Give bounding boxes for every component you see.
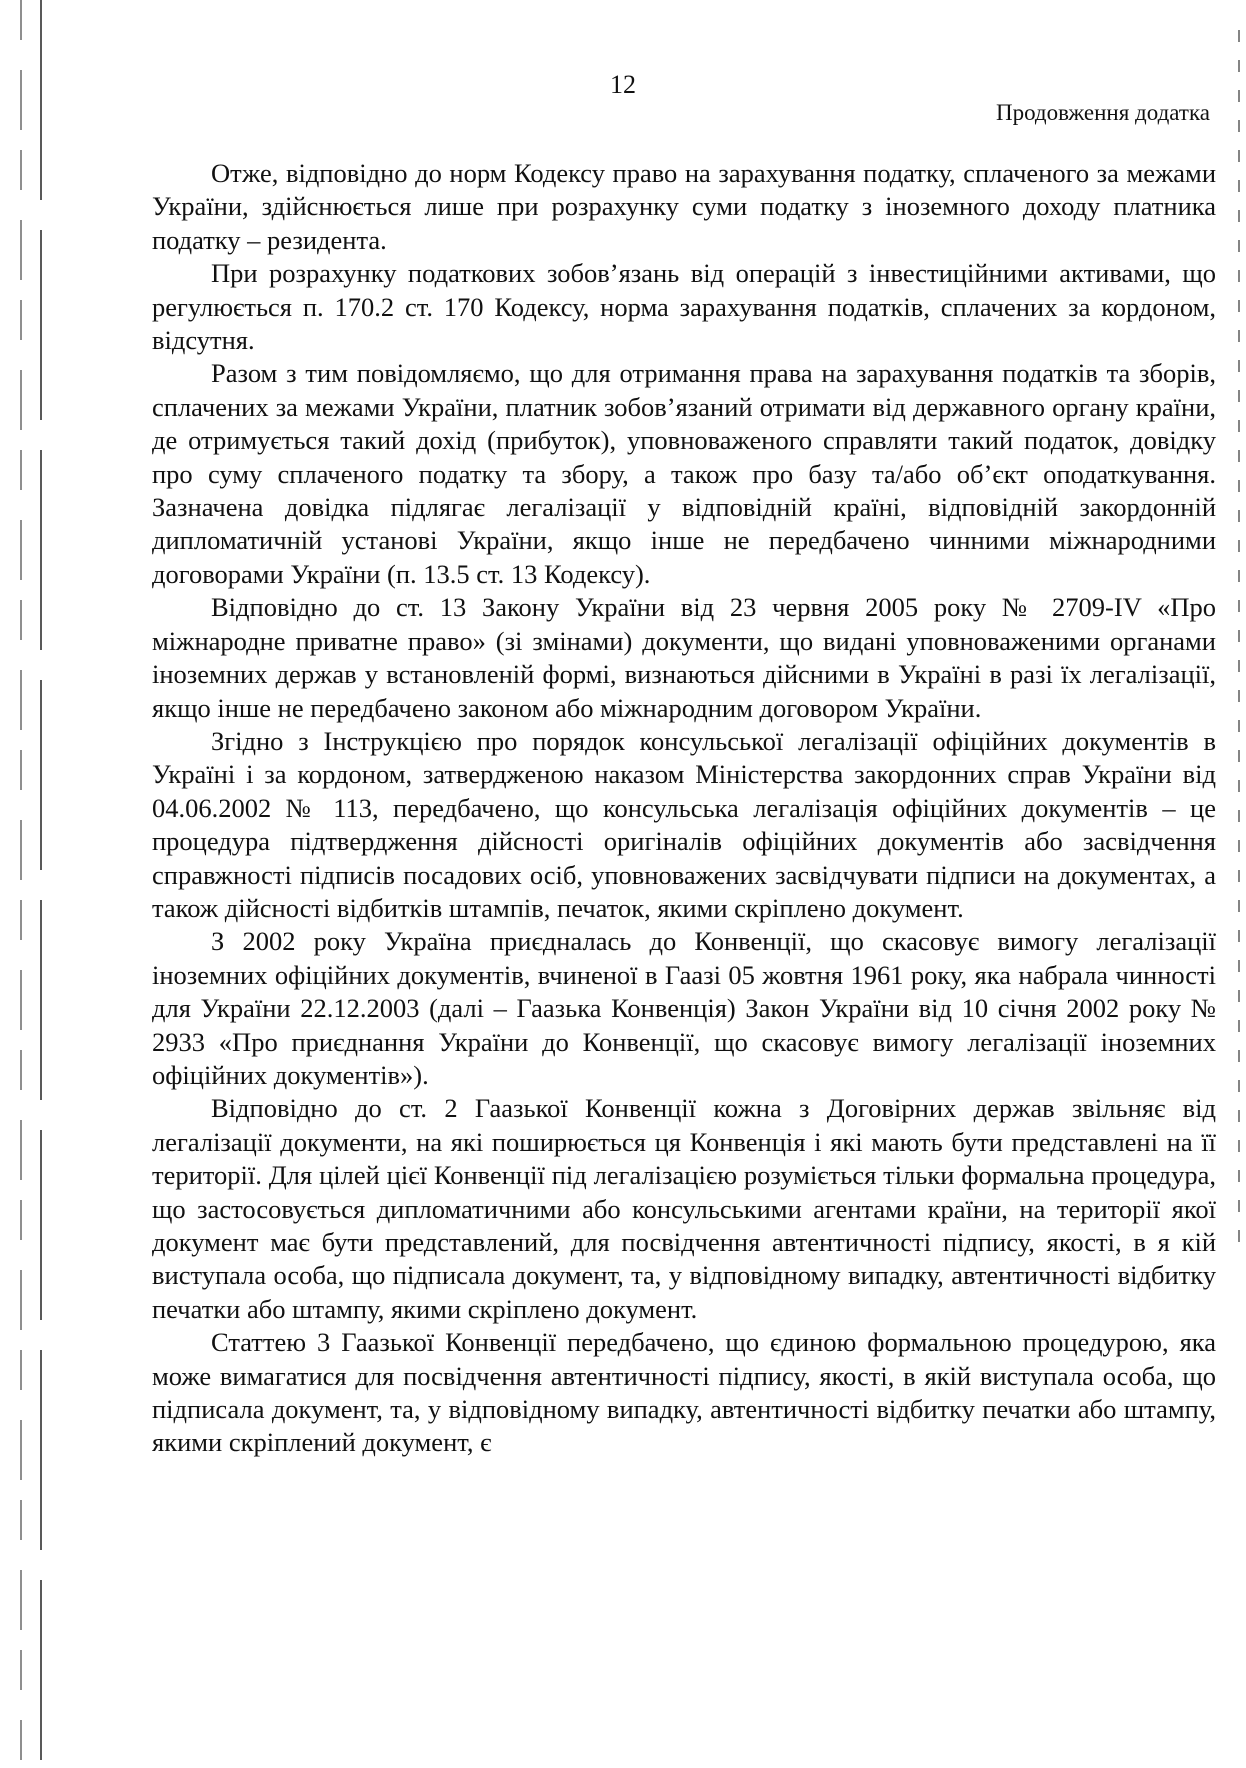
paragraph: Статтею 3 Гаазької Конвенції передбачено, що єдиною формальною процедурою, яка може вимагатися для посвідчення автентичності підпису, якості, в якій виступала особа, що підписала документ, та, у відповідному випадку, автентичності відбитку печатки або штампу, якими скріплений документ, є	[152, 1327, 1216, 1458]
scan-edge-left-inner	[40, 0, 42, 1760]
appendix-continuation-label: Продовження додатка	[995, 100, 1210, 125]
scan-edge-right	[1238, 30, 1240, 1260]
paragraph: Отже, відповідно до норм Кодексу право на зарахування податку, сплаченого за межами України, здійснюється лише при розрахунку суми податку з іноземного доходу платника податку – резидента.	[152, 158, 1216, 255]
paragraph: Згідно з Інструкцією про порядок консульської легалізації офіційних документів в Україні і за кордоном, затвердженою наказом Міністерства закордонних справ України від 04.06.2002 № 113, передбачено, що консульська легалізація офіційних документів – це процедура підтвердження дійсності оригіналів офіційних документів або засвідчення справжності підписів посадових осіб, уповноважених засвідчувати підписи на документах, а також дійсності відбитків штампів, печаток, якими скріплено документ.	[152, 725, 1216, 923]
paragraph: Відповідно до ст. 13 Закону України від 23 червня 2005 року № 2709-IV «Про міжнародне приватне право» (зі змінами) документи, що видані уповноваженими органами іноземних держав у встановленій формі, визнаються дійсними в Україні в разі їх легалізації, якщо інше не передбачено законом або міжнародним договором України.	[152, 592, 1216, 723]
paragraph: Відповідно до ст. 2 Гаазької Конвенції кожна з Договірних держав звільняє від легалізації документи, на які поширюється ця Конвенція і які мають бути представлені на її території. Для цілей цієї Конвенції під легалізацією розуміється тільки формальна процедура, що застосовується дипломатичними або консульськими агентами країни, на території якої документ має бути представлений, для посвідчення автентичності підпису, якості, в я кій виступала особа, що підписала документ, та, у відповідному випадку, автентичності відбитку печатки або штампу, якими скріплено документ.	[152, 1093, 1216, 1324]
scan-edge-left-outer	[20, 0, 22, 1760]
paragraph: Разом з тим повідомляємо, що для отримання права на зарахування податків та зборів, сплачених за межами України, платник зобов’язаний отримати від державного органу країни, де отримується такий дохід (прибуток), уповноваженого справляти такий податок, довідку про суму сплаченого податку та збору, а також про базу та/або об’єкт оподаткування. Зазначена довідка підлягає легалізації у відповідній країні, відповідній закордонній дипломатичній установі України, якщо інше не передбачено чинними міжнародними договорами України (п. 13.5 ст. 13 Кодексу).	[152, 358, 1216, 589]
paragraph: З 2002 року Україна приєдналась до Конвенції, що скасовує вимогу легалізації іноземних офіційних документів, вчиненої в Гаазі 05 жовтня 1961 року, яка набрала чинності для України 22.12.2003 (далі – Гаазька Конвенція) Закон України від 10 січня 2002 року № 2933 «Про приєднання України до Конвенції, що скасовує вимогу легалізації іноземних офіційних документів»).	[152, 926, 1216, 1090]
paragraph: При розрахунку податкових зобов’язань від операцій з інвестиційними активами, що регулюється п. 170.2 ст. 170 Кодексу, норма зарахування податків, сплачених за кордоном, відсутня.	[152, 258, 1216, 356]
page-number: 12	[610, 70, 636, 99]
document-body	[152, 157, 1216, 1460]
